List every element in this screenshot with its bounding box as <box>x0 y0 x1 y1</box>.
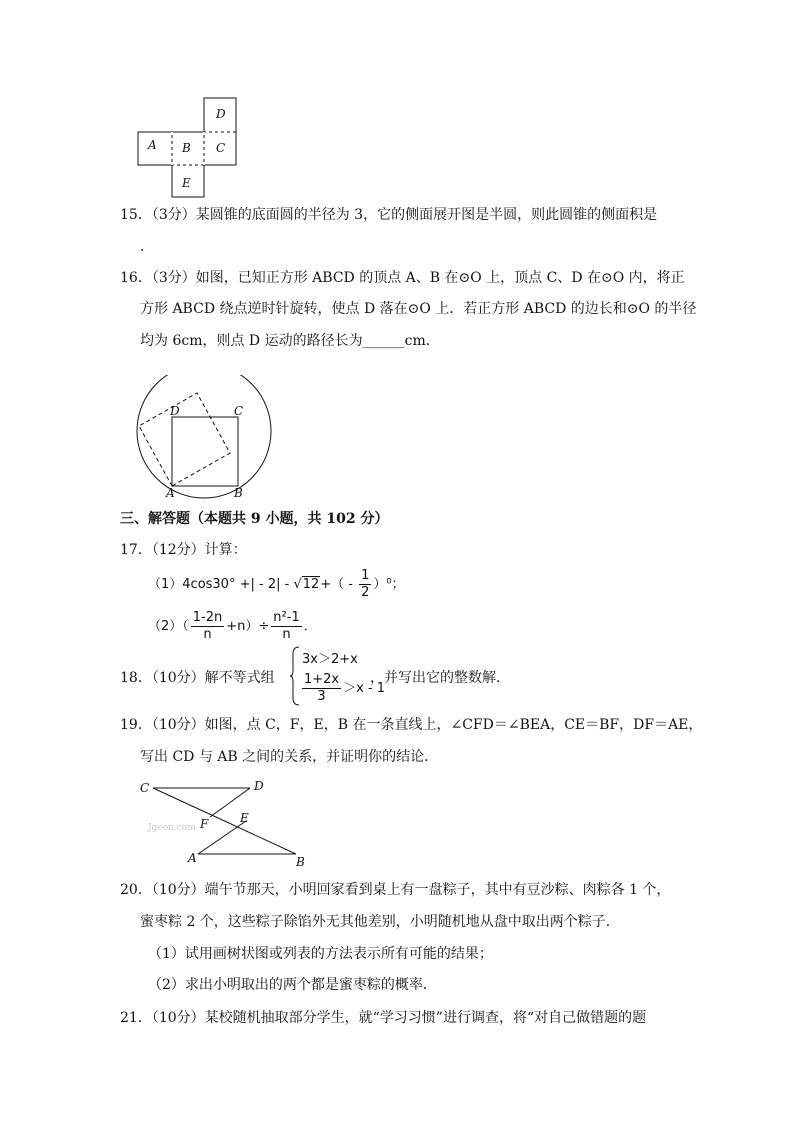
net-label-c: C <box>216 141 226 155</box>
q15-text: 15．（3分）某圆锥的底面圆的半径为 3，它的侧面展开图是半圆，则此圆锥的侧面积是 <box>120 207 658 223</box>
sqrt-sign: √ <box>293 577 302 592</box>
q16-line1: 16．（3分）如图，已知正方形 ABCD 的顶点 A、B 在⊙O 上，顶点 C、D 在⊙O 内，将正 <box>120 270 685 286</box>
q20-line2: 蜜枣粽 2 个，这些粽子除馅外无其他差别，小明随机地从盘中取出两个粽子． <box>140 914 620 930</box>
q15-tail: ． <box>140 239 154 255</box>
circle-label-b: B <box>234 486 243 500</box>
q18-ineq2-rest: ＞x - 1 <box>343 681 386 696</box>
q17-p1-frac <box>359 568 371 601</box>
watermark: Jgeon.com <box>148 823 196 833</box>
q17-p1-sqrt: 12 <box>302 577 320 592</box>
q18-ineq1: 3x＞2+x <box>302 652 358 667</box>
tri-label-b: B <box>296 855 305 869</box>
q17-p2-frac2 <box>271 610 301 643</box>
q17-p1-prefix: （1）4cos30° +| - 2| - <box>148 577 294 592</box>
cube-net-figure <box>136 96 246 200</box>
frac-den: n <box>203 627 212 642</box>
tri-label-c: C <box>140 781 150 795</box>
tri-label-e: E <box>240 811 249 825</box>
net-label-e: E <box>182 176 191 190</box>
q17-part2 <box>148 610 317 644</box>
tri-label-f: F <box>200 817 209 831</box>
q18-frac <box>302 672 341 705</box>
q17-p1-mid: +（ - <box>320 577 358 592</box>
frac-den: n <box>282 627 291 642</box>
q20-line1: 20．（10分）端午节那天，小明回家看到桌上有一盘粽子，其中有豆沙粽、肉粽各 1 个， <box>120 882 671 898</box>
q17-head: 17．（12分）计算： <box>120 542 247 558</box>
circle-label-d: D <box>170 404 180 418</box>
q17-p2-prefix: （2）（ <box>148 619 189 634</box>
q17-part1 <box>148 568 405 600</box>
net-label-d: D <box>216 107 226 121</box>
circle-label-a: A <box>166 486 175 500</box>
q16-line2: 方形 ABCD 绕点逆时针旋转，使点 D 落在⊙O 上．若正方形 ABCD 的边长和⊙O 的半径 <box>140 301 697 317</box>
brace-icon <box>290 646 300 706</box>
q17-p2-mid: +n）÷ <box>226 619 270 634</box>
frac-num: n²-1 <box>273 610 300 625</box>
circle-label-c: C <box>234 404 244 418</box>
net-label-b: B <box>182 141 191 155</box>
section-3-title: 三、解答题（本题共 9 小题，共 102 分） <box>120 511 389 527</box>
net-label-a: A <box>148 138 157 152</box>
frac-num: 1-2n <box>192 610 223 625</box>
q18-tail: ，并写出它的整数解． <box>370 670 510 686</box>
frac-den: 3 <box>317 689 326 704</box>
frac-den: 2 <box>361 585 370 600</box>
q17-p1-suffix: ）⁰； <box>373 577 405 592</box>
q21-line1: 21．（10分）某校随机抽取部分学生，就“学习习惯”进行调查，将“对自己做错题的题 <box>120 1010 647 1026</box>
circle-square-figure <box>134 375 278 501</box>
frac-num: 1 <box>361 568 370 583</box>
tri-label-d: D <box>254 779 264 793</box>
q17-p2-suffix: ． <box>303 619 317 634</box>
tri-label-a: A <box>188 851 197 865</box>
q16-line3: 均为 6cm，则点 D 运动的路径长为______cm． <box>140 333 440 349</box>
frac-num: 1+2x <box>304 672 340 687</box>
q17-p2-frac1 <box>191 610 224 643</box>
q19-line1: 19．（10分）如图，点 C，F，E，B 在一条直线上，∠CFD＝∠BEA，CE＝BF，DF＝AE， <box>120 717 703 733</box>
q19-line2: 写出 CD 与 AB 之间的关系，并证明你的结论． <box>140 749 439 765</box>
q20-part2: （2）求出小明取出的两个都是蜜枣粽的概率． <box>148 977 437 993</box>
q18-head: 18．（10分）解不等式组 <box>120 670 275 686</box>
q20-part1: （1）试用画树状图或列表的方法表示所有可能的结果； <box>148 946 493 962</box>
